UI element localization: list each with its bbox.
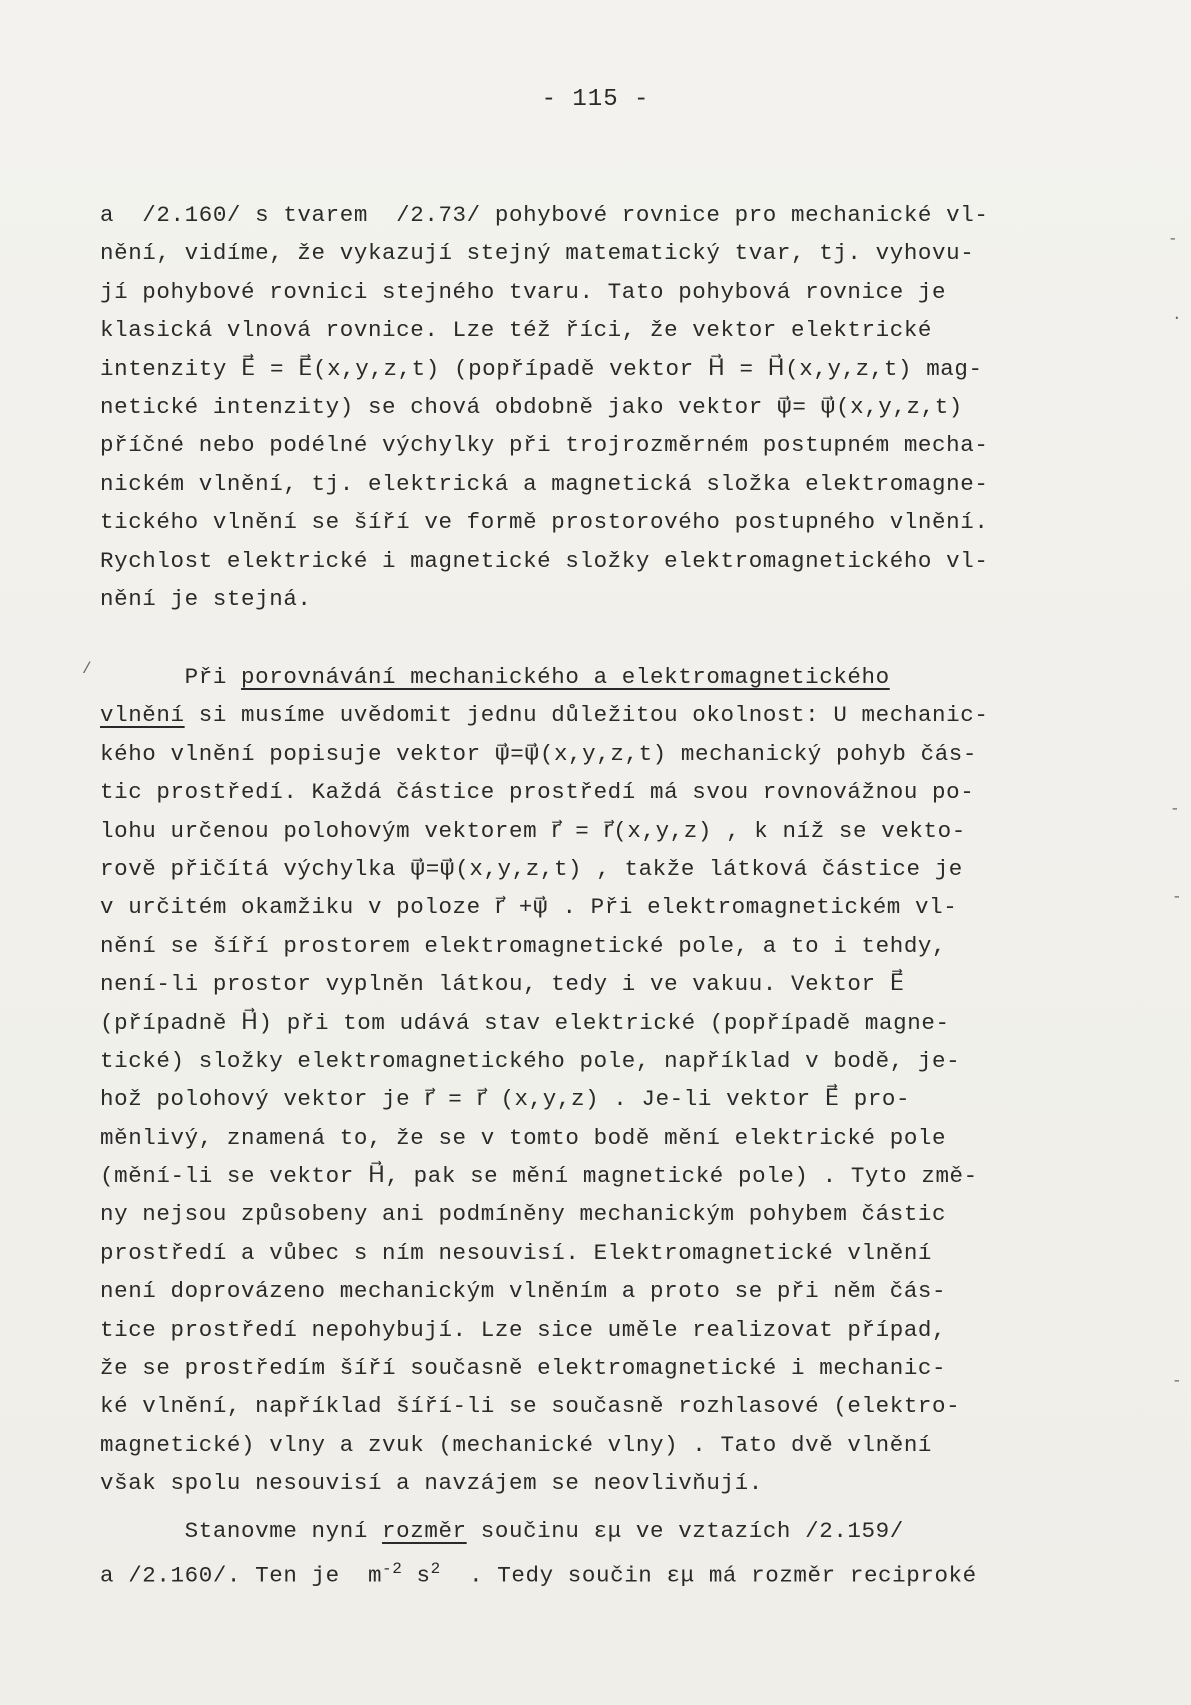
text-line: kého vlnění popisuje vektor ψ⃗=ψ⃗(x,y,z,t) mechanický pohyb čás- [100, 740, 978, 767]
text-line: Rychlost elektrické i magnetické složky elektromagnetického vl- [100, 547, 989, 574]
text-line: jí pohybové rovnici stejného tvaru. Tato pohybová rovnice je [100, 278, 947, 305]
text-line: netické intenzity) se chová obdobně jako vektor ψ⃗= ψ⃗(x,y,z,t) [100, 393, 963, 420]
margin-mark: - [1172, 1372, 1182, 1390]
text-line: v určitém okamžiku v poloze r⃗ +ψ⃗ . Při elektromagnetickém vl- [100, 894, 958, 921]
paragraph-1 [100, 196, 1090, 618]
text-line: ké vlnění, například šíří-li se současně rozhlasové (elektro- [100, 1393, 961, 1420]
underlined-phrase: porovnávání mechanického a elektromagnetického [241, 664, 890, 690]
text-span: si musíme uvědomit jednu důležitou okolnost: U mechanic- [184, 702, 989, 729]
text-line: tické) složky elektromagnetického pole, například v bodě, je- [100, 1047, 961, 1074]
text-span: a /2.160/. Ten je m [100, 1562, 383, 1589]
paragraph-3 [100, 1512, 1090, 1589]
margin-mark: - [1172, 888, 1182, 906]
margin-mark: - [1168, 230, 1178, 248]
text-line: nění, vidíme, že vykazují stejný matematický tvar, tj. vyhovu- [100, 240, 975, 267]
text-line: intenzity E⃗ = E⃗(x,y,z,t) (popřípadě vektor H⃗ = H⃗(x,y,z,t) mag- [100, 355, 983, 382]
text-line: tice prostředí nepohybují. Lze sice uměle realizovat případ, [100, 1316, 947, 1343]
text-line: není doprovázeno mechanickým vlněním a proto se při něm čás- [100, 1278, 947, 1305]
paragraph-2 [100, 658, 1090, 1503]
text-line: nickém vlnění, tj. elektrická a magnetická složka elektromagne- [100, 470, 989, 497]
text-span: Stanovme nyní [100, 1518, 383, 1544]
text-line: není-li prostor vyplněn látkou, tedy i ve vakuu. Vektor E⃗ [100, 971, 905, 998]
margin-mark: / [82, 660, 92, 678]
text-line: tic prostředí. Každá částice prostředí má svou rovnovážnou po- [100, 779, 975, 806]
text-line: tického vlnění se šíří ve formě prostorového postupného vlnění. [100, 509, 989, 536]
margin-mark: . [1172, 306, 1182, 324]
text-line: že se prostředím šíří současně elektromagnetické i mechanic- [100, 1355, 947, 1382]
margin-mark: - [1170, 800, 1180, 818]
text-line [100, 1512, 1090, 1550]
text-span: Při [100, 664, 242, 690]
superscript: 2 [430, 1560, 441, 1579]
superscript: -2 [382, 1560, 403, 1579]
text-span: . Tedy součin εμ má rozměr reciproké [440, 1562, 977, 1589]
text-line: a /2.160/ s tvarem /2.73/ pohybové rovnice pro mechanické vl- [100, 202, 989, 228]
text-line: příčné nebo podélné výchylky při trojrozměrném postupném mecha- [100, 432, 989, 459]
text-line: nění se šíří prostorem elektromagnetické pole, a to i tehdy, [100, 932, 947, 959]
text-line: (případně H⃗) při tom udává stav elektrické (popřípadě magne- [100, 1009, 950, 1036]
page-number: - 115 - [541, 86, 650, 113]
text-line: prostředí a vůbec s ním nesouvisí. Elektromagnetické vlnění [100, 1239, 933, 1266]
text-line [100, 1550, 1090, 1588]
text-line [100, 696, 1090, 734]
text-line [100, 658, 1090, 696]
text-line: však spolu nesouvisí a navzájem se neovlivňují. [100, 1470, 763, 1497]
text-line: magnetické) vlny a zvuk (mechanické vlny) . Tato dvě vlnění [100, 1431, 933, 1458]
underlined-phrase: rozměr [382, 1518, 467, 1544]
text-line: lohu určenou polohovým vektorem r⃗ = r⃗(x,y,z) , k níž se vekto- [100, 817, 966, 844]
underlined-phrase: vlnění [100, 702, 185, 729]
text-span: s [402, 1562, 431, 1589]
text-line: nění je stejná. [100, 585, 312, 612]
text-span: součinu εμ ve vztazích /2.159/ [466, 1518, 904, 1544]
text-line: hož polohový vektor je r⃗ = r⃗ (x,y,z) . Je-li vektor E⃗ pro- [100, 1086, 911, 1113]
text-line: ny nejsou způsobeny ani podmíněny mechanickým pohybem částic [100, 1201, 947, 1228]
text-line: rově přičítá výchylka ψ⃗=ψ⃗(x,y,z,t) , takže látková částice je [100, 855, 963, 882]
text-line: měnlivý, znamená to, že se v tomto bodě mění elektrické pole [100, 1124, 947, 1151]
text-line: klasická vlnová rovnice. Lze též říci, že vektor elektrické [100, 317, 933, 344]
text-line: (mění-li se vektor H⃗, pak se mění magnetické pole) . Tyto změ- [100, 1163, 978, 1190]
